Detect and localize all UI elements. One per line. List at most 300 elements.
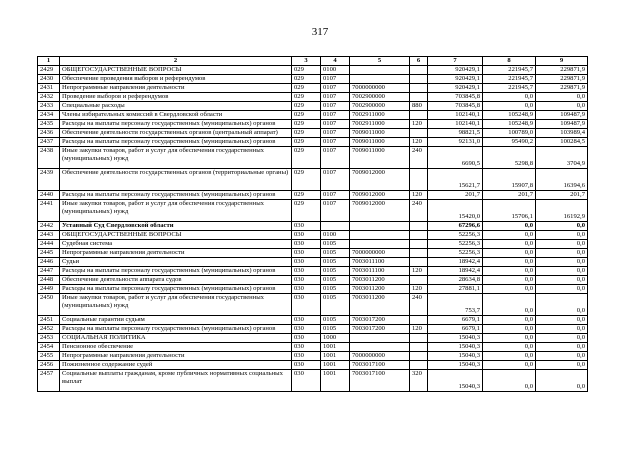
budget-item-name: Судьи	[60, 258, 292, 267]
amount-year-2: 105248,9	[483, 111, 536, 120]
row-number: 2454	[38, 343, 60, 352]
admin-code: 030	[292, 294, 321, 316]
target-article-code	[350, 231, 410, 240]
table-row	[38, 129, 588, 138]
amount-year-2: 5298,8	[483, 147, 536, 169]
section-code: 0105	[321, 276, 350, 285]
expense-type-code	[410, 169, 428, 191]
budget-item-name: ОБЩЕГОСУДАРСТВЕННЫЕ ВОПРОСЫ	[60, 231, 292, 240]
amount-year-2: 0,0	[483, 276, 536, 285]
page-number: 317	[311, 26, 329, 38]
admin-code: 030	[292, 240, 321, 249]
row-number: 2429	[38, 66, 60, 75]
expense-type-code: 120	[410, 138, 428, 147]
section-code: 0107	[321, 191, 350, 200]
expense-type-code	[410, 222, 428, 231]
budget-item-name: Непрограммные направления деятельности	[60, 352, 292, 361]
budget-item-name: Обеспечение деятельности государственных органов (центральный аппарат)	[60, 129, 292, 138]
section-code: 0105	[321, 294, 350, 316]
expense-type-code	[410, 276, 428, 285]
target-article-code: 7003011100	[350, 267, 410, 276]
admin-code: 029	[292, 93, 321, 102]
table-row	[38, 325, 588, 334]
amount-year-2: 0,0	[483, 258, 536, 267]
expense-type-code	[410, 84, 428, 93]
row-number: 2445	[38, 249, 60, 258]
amount-year-1: 15040,3	[428, 361, 483, 370]
section-code: 0100	[321, 231, 350, 240]
amount-year-1: 18942,4	[428, 267, 483, 276]
amount-year-1: 52256,3	[428, 240, 483, 249]
section-code: 0107	[321, 75, 350, 84]
section-code: 1001	[321, 370, 350, 392]
admin-code: 029	[292, 138, 321, 147]
section-code: 0107	[321, 200, 350, 222]
target-article-code: 7003017100	[350, 370, 410, 392]
section-code: 1001	[321, 343, 350, 352]
row-number: 2452	[38, 325, 60, 334]
admin-code: 030	[292, 222, 321, 231]
amount-year-3: 103989,4	[536, 129, 588, 138]
admin-code: 030	[292, 334, 321, 343]
table-row	[38, 231, 588, 240]
section-code: 1001	[321, 361, 350, 370]
row-number: 2431	[38, 84, 60, 93]
target-article-code: 7003017200	[350, 325, 410, 334]
budget-item-name: Иные закупки товаров, работ и услуг для обеспечения государственных (муниципальных) нужд	[60, 294, 292, 316]
expense-type-code: 120	[410, 325, 428, 334]
amount-year-1: 15040,3	[428, 370, 483, 392]
target-article-code	[350, 240, 410, 249]
admin-code: 029	[292, 102, 321, 111]
amount-year-3: 0,0	[536, 267, 588, 276]
section-code: 1000	[321, 334, 350, 343]
expense-type-code: 120	[410, 191, 428, 200]
table-row	[38, 147, 588, 169]
amount-year-2: 201,7	[483, 191, 536, 200]
admin-code: 030	[292, 231, 321, 240]
amount-year-3: 109487,9	[536, 120, 588, 129]
expense-type-code	[410, 316, 428, 325]
header-cell: 9	[536, 57, 588, 66]
header-cell: 2	[60, 57, 292, 66]
budget-item-name: Обеспечение деятельности аппарата судов	[60, 276, 292, 285]
target-article-code: 7002911000	[350, 120, 410, 129]
amount-year-2: 0,0	[483, 325, 536, 334]
section-code: 0105	[321, 285, 350, 294]
table-row	[38, 285, 588, 294]
amount-year-2: 221945,7	[483, 84, 536, 93]
amount-year-2: 0,0	[483, 370, 536, 392]
table-row	[38, 169, 588, 191]
expense-type-code: 240	[410, 147, 428, 169]
section-code: 0107	[321, 129, 350, 138]
table-row	[38, 200, 588, 222]
section-code: 0105	[321, 316, 350, 325]
amount-year-3: 109487,9	[536, 111, 588, 120]
amount-year-2: 105248,9	[483, 120, 536, 129]
amount-year-1: 703845,8	[428, 102, 483, 111]
budget-item-name: Члены избирательных комиссий в Свердловской области	[60, 111, 292, 120]
section-code: 0107	[321, 84, 350, 93]
expense-type-code	[410, 249, 428, 258]
table-row	[38, 75, 588, 84]
amount-year-2: 0,0	[483, 222, 536, 231]
target-article-code	[350, 75, 410, 84]
target-article-code: 7009012000	[350, 191, 410, 200]
header-cell: 5	[350, 57, 410, 66]
target-article-code: 7002900000	[350, 102, 410, 111]
table-row	[38, 66, 588, 75]
amount-year-2: 0,0	[483, 240, 536, 249]
table-row	[38, 84, 588, 93]
amount-year-3: 0,0	[536, 258, 588, 267]
header-cell: 6	[410, 57, 428, 66]
amount-year-1: 15420,0	[428, 200, 483, 222]
target-article-code: 7002900000	[350, 93, 410, 102]
row-number: 2442	[38, 222, 60, 231]
admin-code: 030	[292, 267, 321, 276]
budget-item-name: Расходы на выплаты персоналу государственных (муниципальных) органов	[60, 267, 292, 276]
amount-year-1: 6679,1	[428, 316, 483, 325]
table-row	[38, 334, 588, 343]
amount-year-1: 52256,3	[428, 249, 483, 258]
amount-year-1: 920429,1	[428, 84, 483, 93]
expense-type-code: 120	[410, 285, 428, 294]
amount-year-2: 0,0	[483, 334, 536, 343]
expense-type-code	[410, 111, 428, 120]
table-row	[38, 93, 588, 102]
row-number: 2436	[38, 129, 60, 138]
amount-year-3: 0,0	[536, 370, 588, 392]
budget-item-name: Расходы на выплаты персоналу государственных (муниципальных) органов	[60, 120, 292, 129]
row-number: 2446	[38, 258, 60, 267]
table-row	[38, 222, 588, 231]
amount-year-2: 0,0	[483, 352, 536, 361]
budget-item-name: Пожизненное содержание судей	[60, 361, 292, 370]
admin-code: 030	[292, 316, 321, 325]
row-number: 2450	[38, 294, 60, 316]
target-article-code: 7003017200	[350, 316, 410, 325]
row-number: 2444	[38, 240, 60, 249]
row-number: 2433	[38, 102, 60, 111]
budget-item-name: Социальные гарантии судьям	[60, 316, 292, 325]
expense-type-code	[410, 240, 428, 249]
section-code: 1001	[321, 352, 350, 361]
section-code: 0107	[321, 138, 350, 147]
budget-item-name: Иные закупки товаров, работ и услуг для обеспечения государственных (муниципальных) нужд	[60, 200, 292, 222]
row-number: 2432	[38, 93, 60, 102]
budget-item-name: Обеспечение проведения выборов и референдумов	[60, 75, 292, 84]
table-row	[38, 316, 588, 325]
amount-year-3: 3704,9	[536, 147, 588, 169]
target-article-code: 7009012000	[350, 169, 410, 191]
expense-type-code: 240	[410, 200, 428, 222]
amount-year-3: 0,0	[536, 240, 588, 249]
budget-item-name: Непрограммные направления деятельности	[60, 249, 292, 258]
amount-year-1: 15621,7	[428, 169, 483, 191]
target-article-code	[350, 66, 410, 75]
admin-code: 029	[292, 129, 321, 138]
admin-code: 029	[292, 120, 321, 129]
budget-item-name: Специальные расходы	[60, 102, 292, 111]
amount-year-1: 920429,1	[428, 66, 483, 75]
admin-code: 029	[292, 66, 321, 75]
table-header-row	[38, 57, 588, 66]
table-row	[38, 240, 588, 249]
amount-year-3: 0,0	[536, 316, 588, 325]
amount-year-3: 0,0	[536, 343, 588, 352]
amount-year-3: 0,0	[536, 334, 588, 343]
amount-year-1: 98821,5	[428, 129, 483, 138]
row-number: 2447	[38, 267, 60, 276]
amount-year-3: 229871,9	[536, 75, 588, 84]
amount-year-3: 0,0	[536, 222, 588, 231]
target-article-code: 7009012000	[350, 200, 410, 222]
table-row	[38, 120, 588, 129]
amount-year-3: 100284,5	[536, 138, 588, 147]
budget-item-name: Иные закупки товаров, работ и услуг для обеспечения государственных (муниципальных) нужд	[60, 147, 292, 169]
admin-code: 030	[292, 352, 321, 361]
budget-item-name: ОБЩЕГОСУДАРСТВЕННЫЕ ВОПРОСЫ	[60, 66, 292, 75]
target-article-code: 7000000000	[350, 84, 410, 93]
amount-year-2: 0,0	[483, 267, 536, 276]
table-row	[38, 294, 588, 316]
expense-type-code: 320	[410, 370, 428, 392]
budget-table	[37, 56, 588, 392]
target-article-code: 7003011200	[350, 294, 410, 316]
section-code: 0107	[321, 169, 350, 191]
amount-year-1: 28634,8	[428, 276, 483, 285]
expense-type-code	[410, 258, 428, 267]
amount-year-3: 0,0	[536, 294, 588, 316]
amount-year-2: 100789,0	[483, 129, 536, 138]
budget-item-name: Расходы на выплаты персоналу государственных (муниципальных) органов	[60, 285, 292, 294]
expense-type-code	[410, 93, 428, 102]
admin-code: 030	[292, 343, 321, 352]
target-article-code: 7000000000	[350, 249, 410, 258]
amount-year-1: 920429,1	[428, 75, 483, 84]
admin-code: 030	[292, 361, 321, 370]
amount-year-1: 67296,6	[428, 222, 483, 231]
amount-year-3: 16394,6	[536, 169, 588, 191]
budget-item-name: Проведение выборов и референдумов	[60, 93, 292, 102]
target-article-code: 7003011200	[350, 276, 410, 285]
amount-year-1: 18942,4	[428, 258, 483, 267]
target-article-code: 7000000000	[350, 352, 410, 361]
expense-type-code	[410, 231, 428, 240]
budget-item-name: Непрограммные направления деятельности	[60, 84, 292, 93]
expense-type-code	[410, 361, 428, 370]
row-number: 2448	[38, 276, 60, 285]
section-code: 0105	[321, 325, 350, 334]
budget-item-name: Расходы на выплаты персоналу государственных (муниципальных) органов	[60, 325, 292, 334]
admin-code: 030	[292, 325, 321, 334]
amount-year-1: 6679,1	[428, 325, 483, 334]
amount-year-2: 0,0	[483, 316, 536, 325]
table-row	[38, 343, 588, 352]
amount-year-1: 15040,3	[428, 343, 483, 352]
row-number: 2456	[38, 361, 60, 370]
amount-year-3: 0,0	[536, 93, 588, 102]
amount-year-2: 0,0	[483, 343, 536, 352]
header-cell: 7	[428, 57, 483, 66]
amount-year-3: 16192,9	[536, 200, 588, 222]
section-code: 0107	[321, 102, 350, 111]
amount-year-1: 15040,3	[428, 352, 483, 361]
expense-type-code	[410, 129, 428, 138]
budget-item-name: Судебная система	[60, 240, 292, 249]
amount-year-1: 15040,3	[428, 334, 483, 343]
table-row	[38, 138, 588, 147]
table-row	[38, 102, 588, 111]
amount-year-1: 52256,3	[428, 231, 483, 240]
amount-year-2: 221945,7	[483, 75, 536, 84]
amount-year-1: 201,7	[428, 191, 483, 200]
amount-year-3: 0,0	[536, 249, 588, 258]
budget-item-name: СОЦИАЛЬНАЯ ПОЛИТИКА	[60, 334, 292, 343]
row-number: 2453	[38, 334, 60, 343]
amount-year-3: 229871,9	[536, 66, 588, 75]
table-row	[38, 370, 588, 392]
header-cell: 8	[483, 57, 536, 66]
expense-type-code	[410, 352, 428, 361]
header-cell: 1	[38, 57, 60, 66]
section-code: 0107	[321, 111, 350, 120]
table-row	[38, 267, 588, 276]
amount-year-3: 201,7	[536, 191, 588, 200]
amount-year-2: 15706,1	[483, 200, 536, 222]
target-article-code	[350, 334, 410, 343]
target-article-code	[350, 222, 410, 231]
amount-year-2: 15907,8	[483, 169, 536, 191]
amount-year-1: 703845,8	[428, 93, 483, 102]
budget-item-name: Обеспечение деятельности государственных органов (территориальные органы)	[60, 169, 292, 191]
row-number: 2451	[38, 316, 60, 325]
row-number: 2455	[38, 352, 60, 361]
amount-year-2: 0,0	[483, 231, 536, 240]
expense-type-code: 120	[410, 267, 428, 276]
row-number: 2430	[38, 75, 60, 84]
row-number: 2439	[38, 169, 60, 191]
admin-code: 029	[292, 84, 321, 93]
table-row	[38, 249, 588, 258]
amount-year-3: 0,0	[536, 276, 588, 285]
target-article-code: 7002911000	[350, 111, 410, 120]
row-number: 2435	[38, 120, 60, 129]
row-number: 2440	[38, 191, 60, 200]
amount-year-3: 0,0	[536, 352, 588, 361]
admin-code: 030	[292, 276, 321, 285]
admin-code: 030	[292, 285, 321, 294]
budget-item-name: Пенсионное обеспечение	[60, 343, 292, 352]
amount-year-2: 0,0	[483, 285, 536, 294]
amount-year-3: 0,0	[536, 102, 588, 111]
amount-year-2: 221945,7	[483, 66, 536, 75]
table-row	[38, 191, 588, 200]
target-article-code: 7003017100	[350, 361, 410, 370]
expense-type-code	[410, 75, 428, 84]
expense-type-code: 240	[410, 294, 428, 316]
table-row	[38, 352, 588, 361]
amount-year-3: 0,0	[536, 325, 588, 334]
amount-year-2: 0,0	[483, 93, 536, 102]
section-code: 0107	[321, 93, 350, 102]
row-number: 2434	[38, 111, 60, 120]
admin-code: 029	[292, 200, 321, 222]
amount-year-2: 95490,2	[483, 138, 536, 147]
target-article-code: 7003011200	[350, 285, 410, 294]
section-code	[321, 222, 350, 231]
amount-year-3: 0,0	[536, 361, 588, 370]
admin-code: 030	[292, 370, 321, 392]
amount-year-1: 102140,1	[428, 111, 483, 120]
admin-code: 029	[292, 75, 321, 84]
amount-year-3: 0,0	[536, 231, 588, 240]
admin-code: 029	[292, 147, 321, 169]
budget-item-name: Расходы на выплаты персоналу государственных (муниципальных) органов	[60, 191, 292, 200]
row-number: 2457	[38, 370, 60, 392]
row-number: 2437	[38, 138, 60, 147]
expense-type-code: 880	[410, 102, 428, 111]
amount-year-3: 0,0	[536, 285, 588, 294]
table-row	[38, 258, 588, 267]
amount-year-2: 0,0	[483, 294, 536, 316]
amount-year-2: 0,0	[483, 102, 536, 111]
row-number: 2449	[38, 285, 60, 294]
budget-item-name: Уставный Суд Свердловской области	[60, 222, 292, 231]
target-article-code: 7009011000	[350, 147, 410, 169]
section-code: 0105	[321, 258, 350, 267]
section-code: 0107	[321, 147, 350, 169]
section-code: 0100	[321, 66, 350, 75]
section-code: 0105	[321, 240, 350, 249]
amount-year-2: 0,0	[483, 249, 536, 258]
budget-item-name: Расходы на выплаты персоналу государственных (муниципальных) органов	[60, 138, 292, 147]
amount-year-1: 92131,0	[428, 138, 483, 147]
header-cell: 3	[292, 57, 321, 66]
row-number: 2443	[38, 231, 60, 240]
amount-year-2: 0,0	[483, 361, 536, 370]
table-row	[38, 276, 588, 285]
target-article-code: 7009011000	[350, 129, 410, 138]
target-article-code: 7003011100	[350, 258, 410, 267]
admin-code: 029	[292, 169, 321, 191]
amount-year-1: 753,7	[428, 294, 483, 316]
expense-type-code	[410, 66, 428, 75]
amount-year-1: 6690,5	[428, 147, 483, 169]
expense-type-code: 120	[410, 120, 428, 129]
section-code: 0105	[321, 267, 350, 276]
section-code: 0107	[321, 120, 350, 129]
row-number: 2438	[38, 147, 60, 169]
amount-year-1: 102140,1	[428, 120, 483, 129]
table-row	[38, 111, 588, 120]
amount-year-3: 229871,9	[536, 84, 588, 93]
target-article-code: 7009011000	[350, 138, 410, 147]
expense-type-code	[410, 343, 428, 352]
row-number: 2441	[38, 200, 60, 222]
target-article-code	[350, 343, 410, 352]
section-code: 0105	[321, 249, 350, 258]
admin-code: 030	[292, 258, 321, 267]
budget-item-name: Социальные выплаты гражданам, кроме публичных нормативных социальных выплат	[60, 370, 292, 392]
admin-code: 030	[292, 249, 321, 258]
header-cell: 4	[321, 57, 350, 66]
expense-type-code	[410, 334, 428, 343]
amount-year-1: 27881,1	[428, 285, 483, 294]
table-row	[38, 361, 588, 370]
